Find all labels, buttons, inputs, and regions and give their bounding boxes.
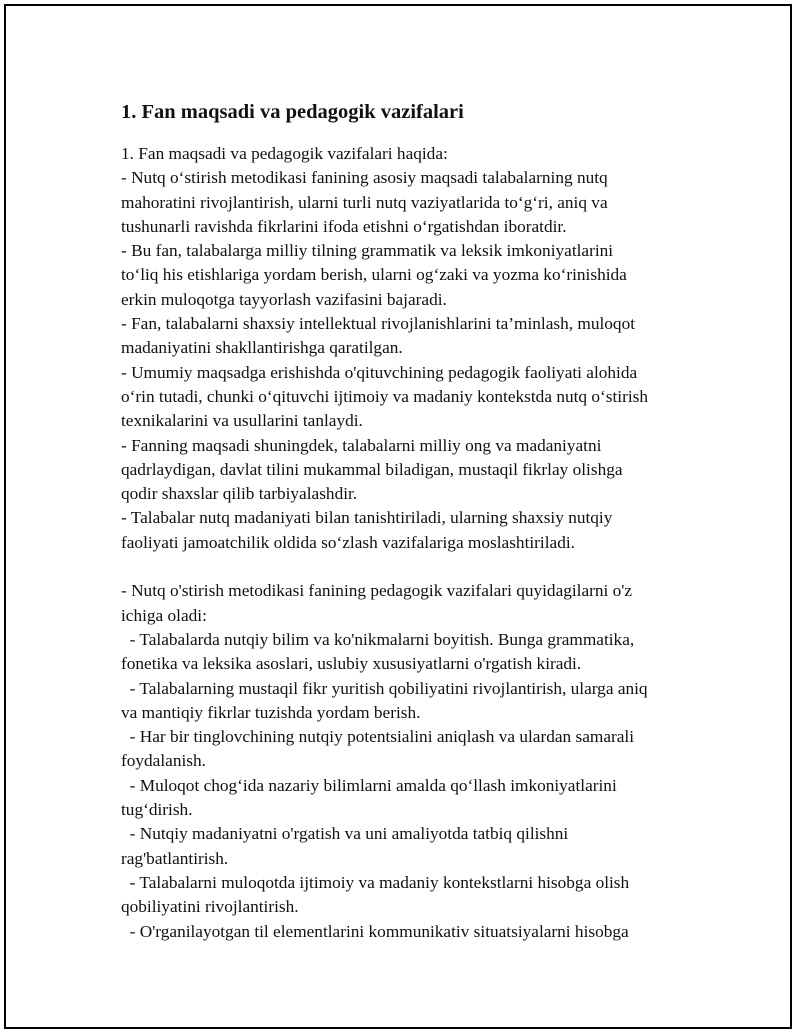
text-line: - Talabalarni muloqotda ijtimoiy va madaniy kontekstlarni hisobga olish [121, 872, 630, 892]
text-line: o‘rin tutadi, chunki o‘qituvchi ijtimoiy va madaniy kontekstda nutq o‘stirish [121, 386, 649, 406]
text-line: - Fan, talabalarni shaxsiy intellektual rivojlanishlarini ta’minlash, muloqot [121, 314, 636, 334]
document-content [121, 98, 701, 944]
text-line: foydalanish. [121, 751, 206, 771]
document-page [4, 4, 792, 1029]
text-line: - Talabalarda nutqiy bilim va ko'nikmalarni boyitish. Bunga grammatika, [121, 629, 635, 649]
text-line: mahoratini rivojlantirish, ularni turli nutq vaziyatlarida to‘g‘ri, aniq va [121, 192, 608, 212]
text-line: - Talabalar nutq madaniyati bilan tanishtiriladi, ularning shaxsiy nutqiy [121, 508, 613, 528]
text-line: va mantiqiy fikrlar tuzishda yordam berish. [121, 702, 421, 722]
text-line: tug‘dirish. [121, 800, 193, 820]
text-line: - Nutqiy madaniyatni o'rgatish va uni amaliyotda tatbiq qilishni [121, 824, 569, 844]
text-line: - Nutq o'stirish metodikasi fanining pedagogik vazifalari quyidagilarni o'z [121, 581, 633, 601]
text-line: - O'rganilayotgan til elementlarini kommunikativ situatsiyalarni hisobga [121, 921, 629, 941]
section-tasks-text [121, 579, 701, 943]
paragraph-gap [121, 555, 701, 579]
text-line: texnikalarini va usullarini tanlaydi. [121, 411, 363, 431]
text-line: tushunarli ravishda fikrlarini ifoda etishni o‘rgatishdan iboratdir. [121, 216, 567, 236]
text-line: to‘liq his etishlariga yordam berish, ularni og‘zaki va yozma ko‘rinishida [121, 265, 627, 285]
text-line: qobiliyatini rivojlantirish. [121, 897, 299, 917]
text-line: 1. Fan maqsadi va pedagogik vazifalari haqida: [121, 144, 448, 163]
text-line: qadrlaydigan, davlat tilini mukammal biladigan, mustaqil fikrlay olishga [121, 459, 623, 479]
text-line: fonetika va leksika asoslari, uslubiy xususiyatlarni o'rgatish kiradi. [121, 654, 582, 674]
text-line: erkin muloqotga tayyorlash vazifasini bajaradi. [121, 289, 447, 309]
text-line: faoliyati jamoatchilik oldida so‘zlash vazifalariga moslashtiriladi. [121, 532, 575, 552]
text-line: - Muloqot chog‘ida nazariy bilimlarni amalda qo‘llash imkoniyatlarini [121, 775, 617, 795]
text-line: ichiga oladi: [121, 605, 207, 625]
text-line: - Talabalarning mustaqil fikr yuritish qobiliyatini rivojlantirish, ularga aniq [121, 678, 648, 698]
text-line: - Nutq o‘stirish metodikasi fanining asosiy maqsadi talabalarning nutq [121, 168, 608, 188]
text-line: - Umumiy maqsadga erishishda o'qituvchining pedagogik faoliyati alohida [121, 362, 638, 382]
text-line: madaniyatini shakllantirishga qaratilgan. [121, 338, 403, 358]
text-line: qodir shaxslar qilib tarbiyalashdir. [121, 484, 358, 504]
text-line: - Har bir tinglovchining nutqiy potentsialini aniqlash va ulardan samarali [121, 727, 635, 747]
text-line: - Fanning maqsadi shuningdek, talabalarni milliy ong va madaniyatni [121, 435, 602, 455]
text-line: rag'batlantirish. [121, 848, 229, 868]
section-heading: 1. Fan maqsadi va pedagogik vazifalari [121, 101, 464, 123]
section-goals-text [121, 142, 701, 555]
text-line: - Bu fan, talabalarga milliy tilning grammatik va leksik imkoniyatlarini [121, 241, 614, 261]
